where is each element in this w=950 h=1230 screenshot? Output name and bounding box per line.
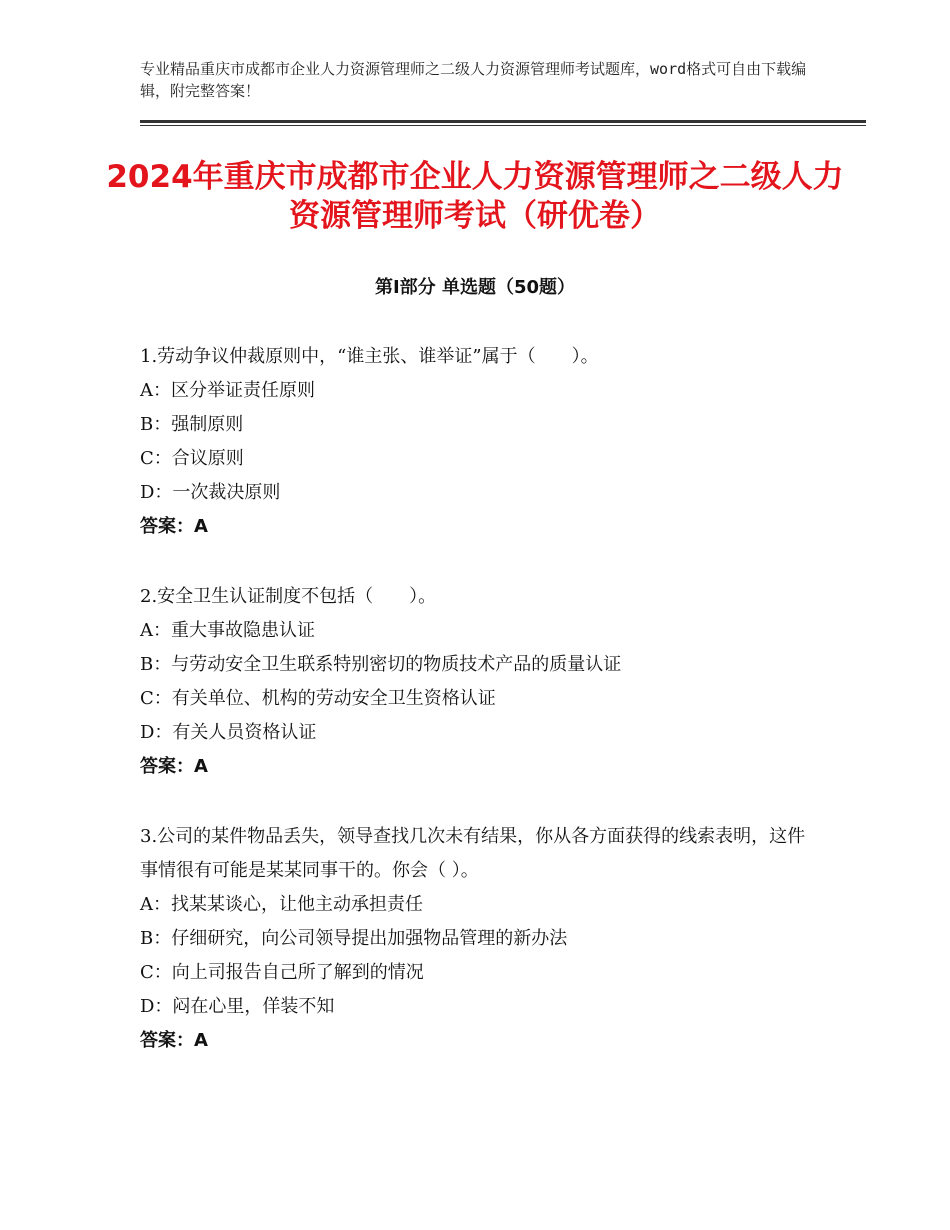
question-1: [140, 340, 820, 544]
option-a: A：区分举证责任原则: [140, 380, 315, 401]
header-divider-thick: [140, 120, 866, 123]
option-a: A：重大事故隐患认证: [140, 620, 315, 641]
header-divider-thin: [140, 125, 866, 126]
option-b: B：与劳动安全卫生联系特别密切的物质技术产品的质量认证: [140, 654, 622, 675]
option-b: B：仔细研究，向公司领导提出加强物品管理的新办法: [140, 928, 568, 949]
option-c: C：向上司报告自己所了解到的情况: [140, 962, 424, 983]
document-title: 2024年重庆市成都市企业人力资源管理师之二级人力资源管理师考试（研优卷）: [106, 159, 844, 234]
section-title: 第Ⅰ部分 单选题（50题）: [374, 277, 575, 298]
question-2: [140, 580, 820, 784]
option-a: A：找某某谈心，让他主动承担责任: [140, 894, 423, 915]
option-d: D：有关人员资格认证: [140, 722, 317, 743]
question-3: [140, 820, 820, 1058]
header-note: 专业精品重庆市成都市企业人力资源管理师之二级人力资源管理师考试题库，word格式可自由下载编辑，附完整答案！: [140, 60, 807, 100]
option-d: D：闷在心里，佯装不知: [140, 996, 335, 1017]
answer: 答案：A: [140, 756, 208, 777]
option-d: D：一次裁决原则: [140, 482, 281, 503]
option-b: B：强制原则: [140, 414, 244, 435]
question-stem: 1.劳动争议仲裁原则中，“谁主张、谁举证”属于（ ）。: [140, 346, 599, 367]
question-list: [140, 340, 820, 1094]
answer: 答案：A: [140, 1030, 208, 1051]
question-stem: 3.公司的某件物品丢失，领导查找几次未有结果，你从各方面获得的线索表明，这件事情很有可能是某某同事干的。你会（ ）。: [140, 826, 806, 881]
option-c: C：有关单位、机构的劳动安全卫生资格认证: [140, 688, 496, 709]
option-c: C：合议原则: [140, 448, 244, 469]
answer: 答案：A: [140, 516, 208, 537]
question-stem: 2.安全卫生认证制度不包括（ ）。: [140, 586, 437, 607]
